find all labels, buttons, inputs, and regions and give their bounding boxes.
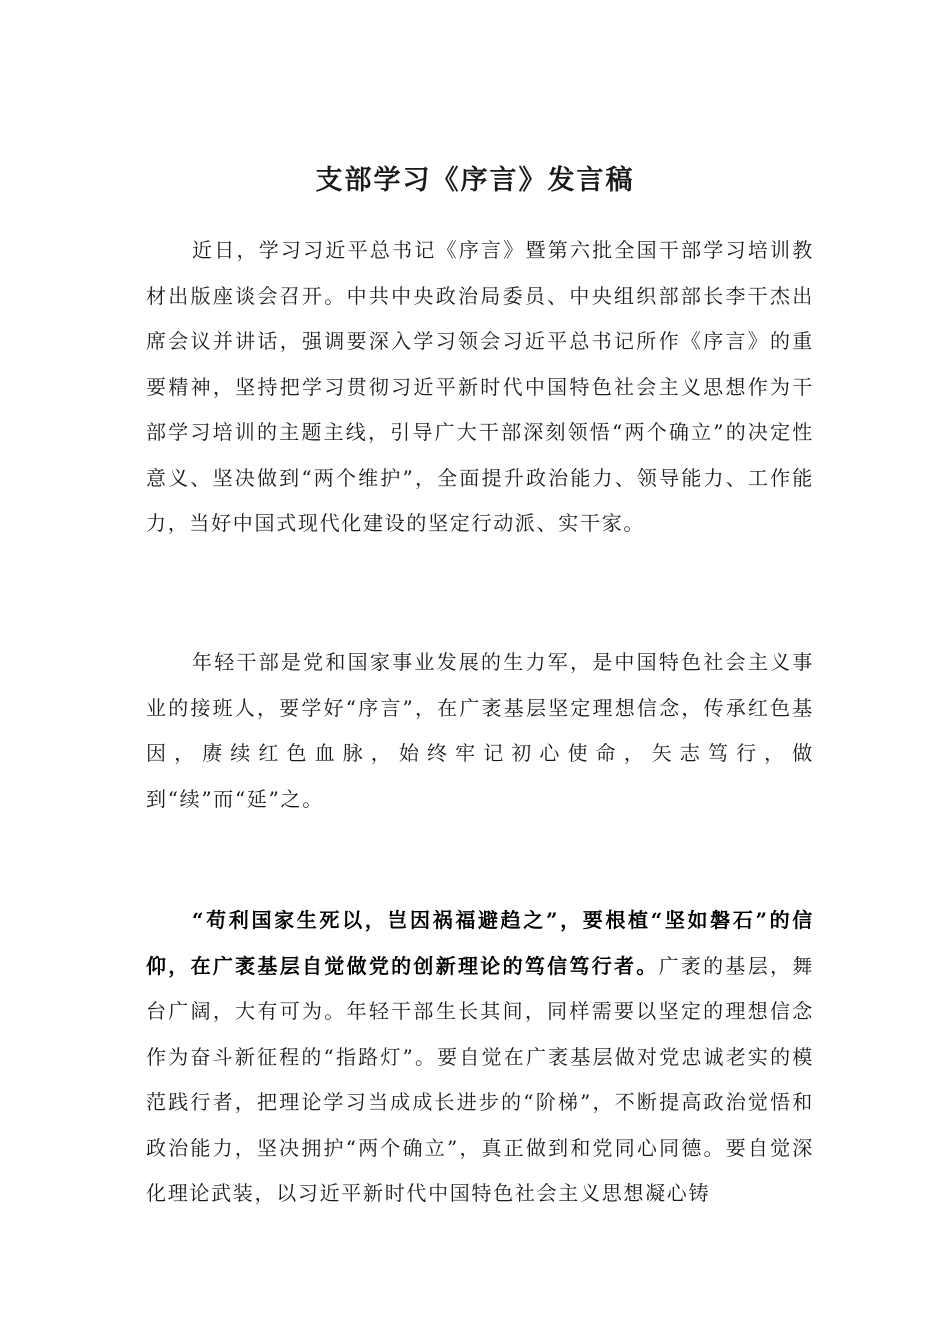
paragraph-3 (146, 898, 814, 1217)
paragraph-2-text: 年轻干部是党和国家事业发展的生力军，是中国特色社会主义事业的接班人，要学好“序言”，在广袤基层坚定理想信念，传承红色基因，赓续红色血脉，始终牢记初心使命，矢志笃行，做到“续”而“延”之。 (146, 650, 814, 811)
paragraph-3-bold-lead: “苟利国家生死以，岂因祸福避趋之”，要根植“坚如磐石”的信仰，在广袤基层自觉做党的创新理论的笃信笃行者。 (146, 908, 814, 978)
document-title: 支部学习《序言》发言稿 (315, 165, 635, 196)
paragraph-3-text: 广袤的基层，舞台广阔，大有可为。年轻干部生长其间，同样需要以坚定的理想信念作为奋斗新征程的“指路灯”。要自觉在广袤基层做对党忠诚老实的模范践行者，把理论学习当成成长进步的“阶梯”，不断提高政治觉悟和政治能力，坚决拥护“两个确立”，真正做到和党同心同德。要自觉深化理论武装，以习近平新时代中国特色社会主义思想凝心铸 (146, 953, 814, 1205)
paragraph-1 (146, 228, 814, 547)
paragraph-2 (146, 640, 814, 822)
paragraph-1-text: 近日，学习习近平总书记《序言》暨第六批全国干部学习培训教材出版座谈会召开。中共中央政治局委员、中央组织部部长李干杰出席会议并讲话，强调要深入学习领会习近平总书记所作《序言》的重要精神，坚持把学习贯彻习近平新时代中国特色社会主义思想作为干部学习培训的主题主线，引导广大干部深刻领悟“两个确立”的决定性意义、坚决做到“两个维护”，全面提升政治能力、领导能力、工作能力，当好中国式现代化建设的坚定行动派、实干家。 (146, 238, 814, 535)
